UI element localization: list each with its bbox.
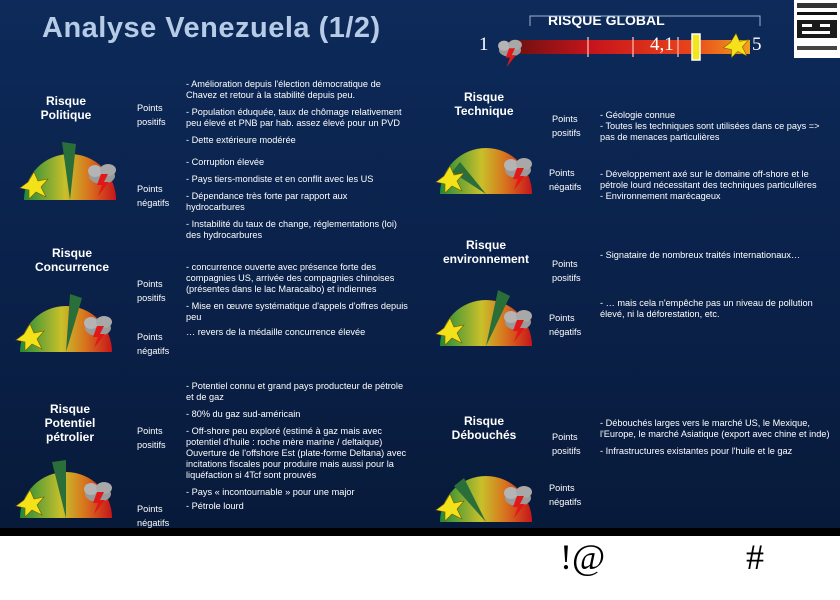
label-positifs-concurrence: Points positifs xyxy=(137,279,166,303)
gauge-technique xyxy=(432,118,540,200)
gauge-environnement xyxy=(432,270,540,352)
section-title-petrolier: Risque Potentiel pétrolier xyxy=(44,402,96,444)
risque-global-min: 1 xyxy=(479,34,489,55)
label-positifs-politique: Points positifs xyxy=(137,103,166,127)
footer-right-symbol: # xyxy=(746,537,764,577)
section-title-environnement: Risque environnement xyxy=(442,238,529,266)
list-item: - … mais cela n'empêche pas un niveau de pollution élevé, ni la déforestation, etc. xyxy=(600,298,813,319)
label-positifs-environnement: Points positifs xyxy=(552,259,581,283)
list-item: - Potentiel connu et grand pays producteur de pétrole et de gaz xyxy=(186,381,404,402)
label-negatifs-petrolier: Points négatifs xyxy=(137,504,170,528)
label-positifs-petrolier: Points positifs xyxy=(137,426,166,450)
list-item: - Signataire de nombreux traités internationaux… xyxy=(600,250,801,260)
list-item: - Pays « incontournable » pour une major xyxy=(186,487,355,497)
footer-divider xyxy=(0,528,840,536)
list-technique-negatifs xyxy=(600,158,832,219)
list-item: - Dette extérieure modérée xyxy=(186,135,296,145)
label-negatifs-technique: Points négatifs xyxy=(549,168,582,192)
risque-global-max: 5 xyxy=(752,34,762,55)
cloud-bolt-icon xyxy=(498,40,522,67)
list-technique-positifs xyxy=(600,99,832,160)
risque-global-label: RISQUE GLOBAL xyxy=(548,12,665,28)
list-environnement-positifs xyxy=(600,250,832,267)
list-item: - Amélioration depuis l'élection démocratique de Chavez et retour à la stabilité depuis peu. xyxy=(186,79,381,100)
list-petrolier-negatifs xyxy=(186,501,408,518)
risque-global-value: 4,1 xyxy=(650,34,674,55)
label-negatifs-concurrence: Points négatifs xyxy=(137,332,170,356)
list-item: - Infrastructures existantes pour l'huile et le gaz xyxy=(600,446,793,456)
footer xyxy=(0,528,840,600)
list-concurrence-positifs xyxy=(186,262,414,329)
list-item: - Géologie connue - Toutes les techniques sont utilisées dans ce pays => pas de menaces particulières xyxy=(600,110,820,142)
label-negatifs-debouches: Points négatifs xyxy=(549,483,582,507)
list-item: - Population éduquée, taux de chômage relativement peu élevé et PNB par hab. assez élevé pour un PVD xyxy=(186,107,402,128)
list-item: - Débouchés larges vers le marché US, le Mexique, l'Europe, le marché Asiatique (export avec chine et inde) xyxy=(600,418,830,439)
list-item: - Instabilité du taux de change, réglementations (loi) des hydrocarbures xyxy=(186,219,397,240)
label-negatifs-environnement: Points négatifs xyxy=(549,313,582,337)
section-title-technique: Risque Technique xyxy=(454,90,514,118)
section-title-concurrence: Risque Concurrence xyxy=(34,246,110,274)
section-title-politique: Risque Politique xyxy=(40,94,92,122)
footer-left-symbol: !@ xyxy=(560,537,606,577)
gauge-concurrence xyxy=(12,276,120,358)
gauge-debouches xyxy=(432,446,540,528)
gauge-petrolier xyxy=(12,442,120,524)
list-item: - 80% du gaz sud-américain xyxy=(186,409,301,419)
list-item: … revers de la médaille concurrence élevée xyxy=(186,327,366,337)
list-debouches-positifs xyxy=(600,418,832,463)
list-environnement-negatifs xyxy=(600,298,832,326)
list-item: - Mise en œuvre systématique d'appels d'offres depuis peu xyxy=(186,301,408,322)
risque-global-scale xyxy=(470,8,800,68)
section-title-debouches: Risque Débouchés xyxy=(451,414,517,442)
list-item: - Pétrole lourd xyxy=(186,501,244,511)
label-negatifs-politique: Points négatifs xyxy=(137,184,170,208)
list-petrolier-positifs xyxy=(186,381,408,504)
company-logo xyxy=(794,0,840,58)
label-positifs-technique: Points positifs xyxy=(552,114,581,138)
list-item: - Off-shore peu exploré (estimé à gaz mais avec potentiel d'huile : roche mère marine / deltaique) Ouverture de l'offshore Est (plate-forme Deltana) avec incitations fiscales pour produire mais aussi pour la liquéfaction si 4Tcf sont prouvés xyxy=(186,426,407,480)
list-item: - Pays tiers-mondiste et en conflit avec les US xyxy=(186,174,374,184)
page-title: Analyse Venezuela (1/2) xyxy=(42,12,381,44)
gauge-politique xyxy=(16,124,124,206)
list-item: - concurrence ouverte avec présence forte des compagnies US, arrivée des compagnies chinoises (présentes dans le lac Maracaibo) et indiennes xyxy=(186,262,395,294)
list-politique-negatifs xyxy=(186,157,404,247)
list-concurrence-negatifs xyxy=(186,327,414,344)
label-positifs-debouches: Points positifs xyxy=(552,432,581,456)
risque-global-marker xyxy=(692,34,700,60)
list-item: - Développement axé sur le domaine off-shore et le pétrole lourd nécessitant des techniques particulières - Environnement marécageux xyxy=(600,169,817,201)
list-item: - Dépendance très forte par rapport aux hydrocarbures xyxy=(186,191,348,212)
logo-icon xyxy=(794,0,840,58)
list-item: - Corruption élevée xyxy=(186,157,265,167)
list-politique-positifs xyxy=(186,79,414,152)
